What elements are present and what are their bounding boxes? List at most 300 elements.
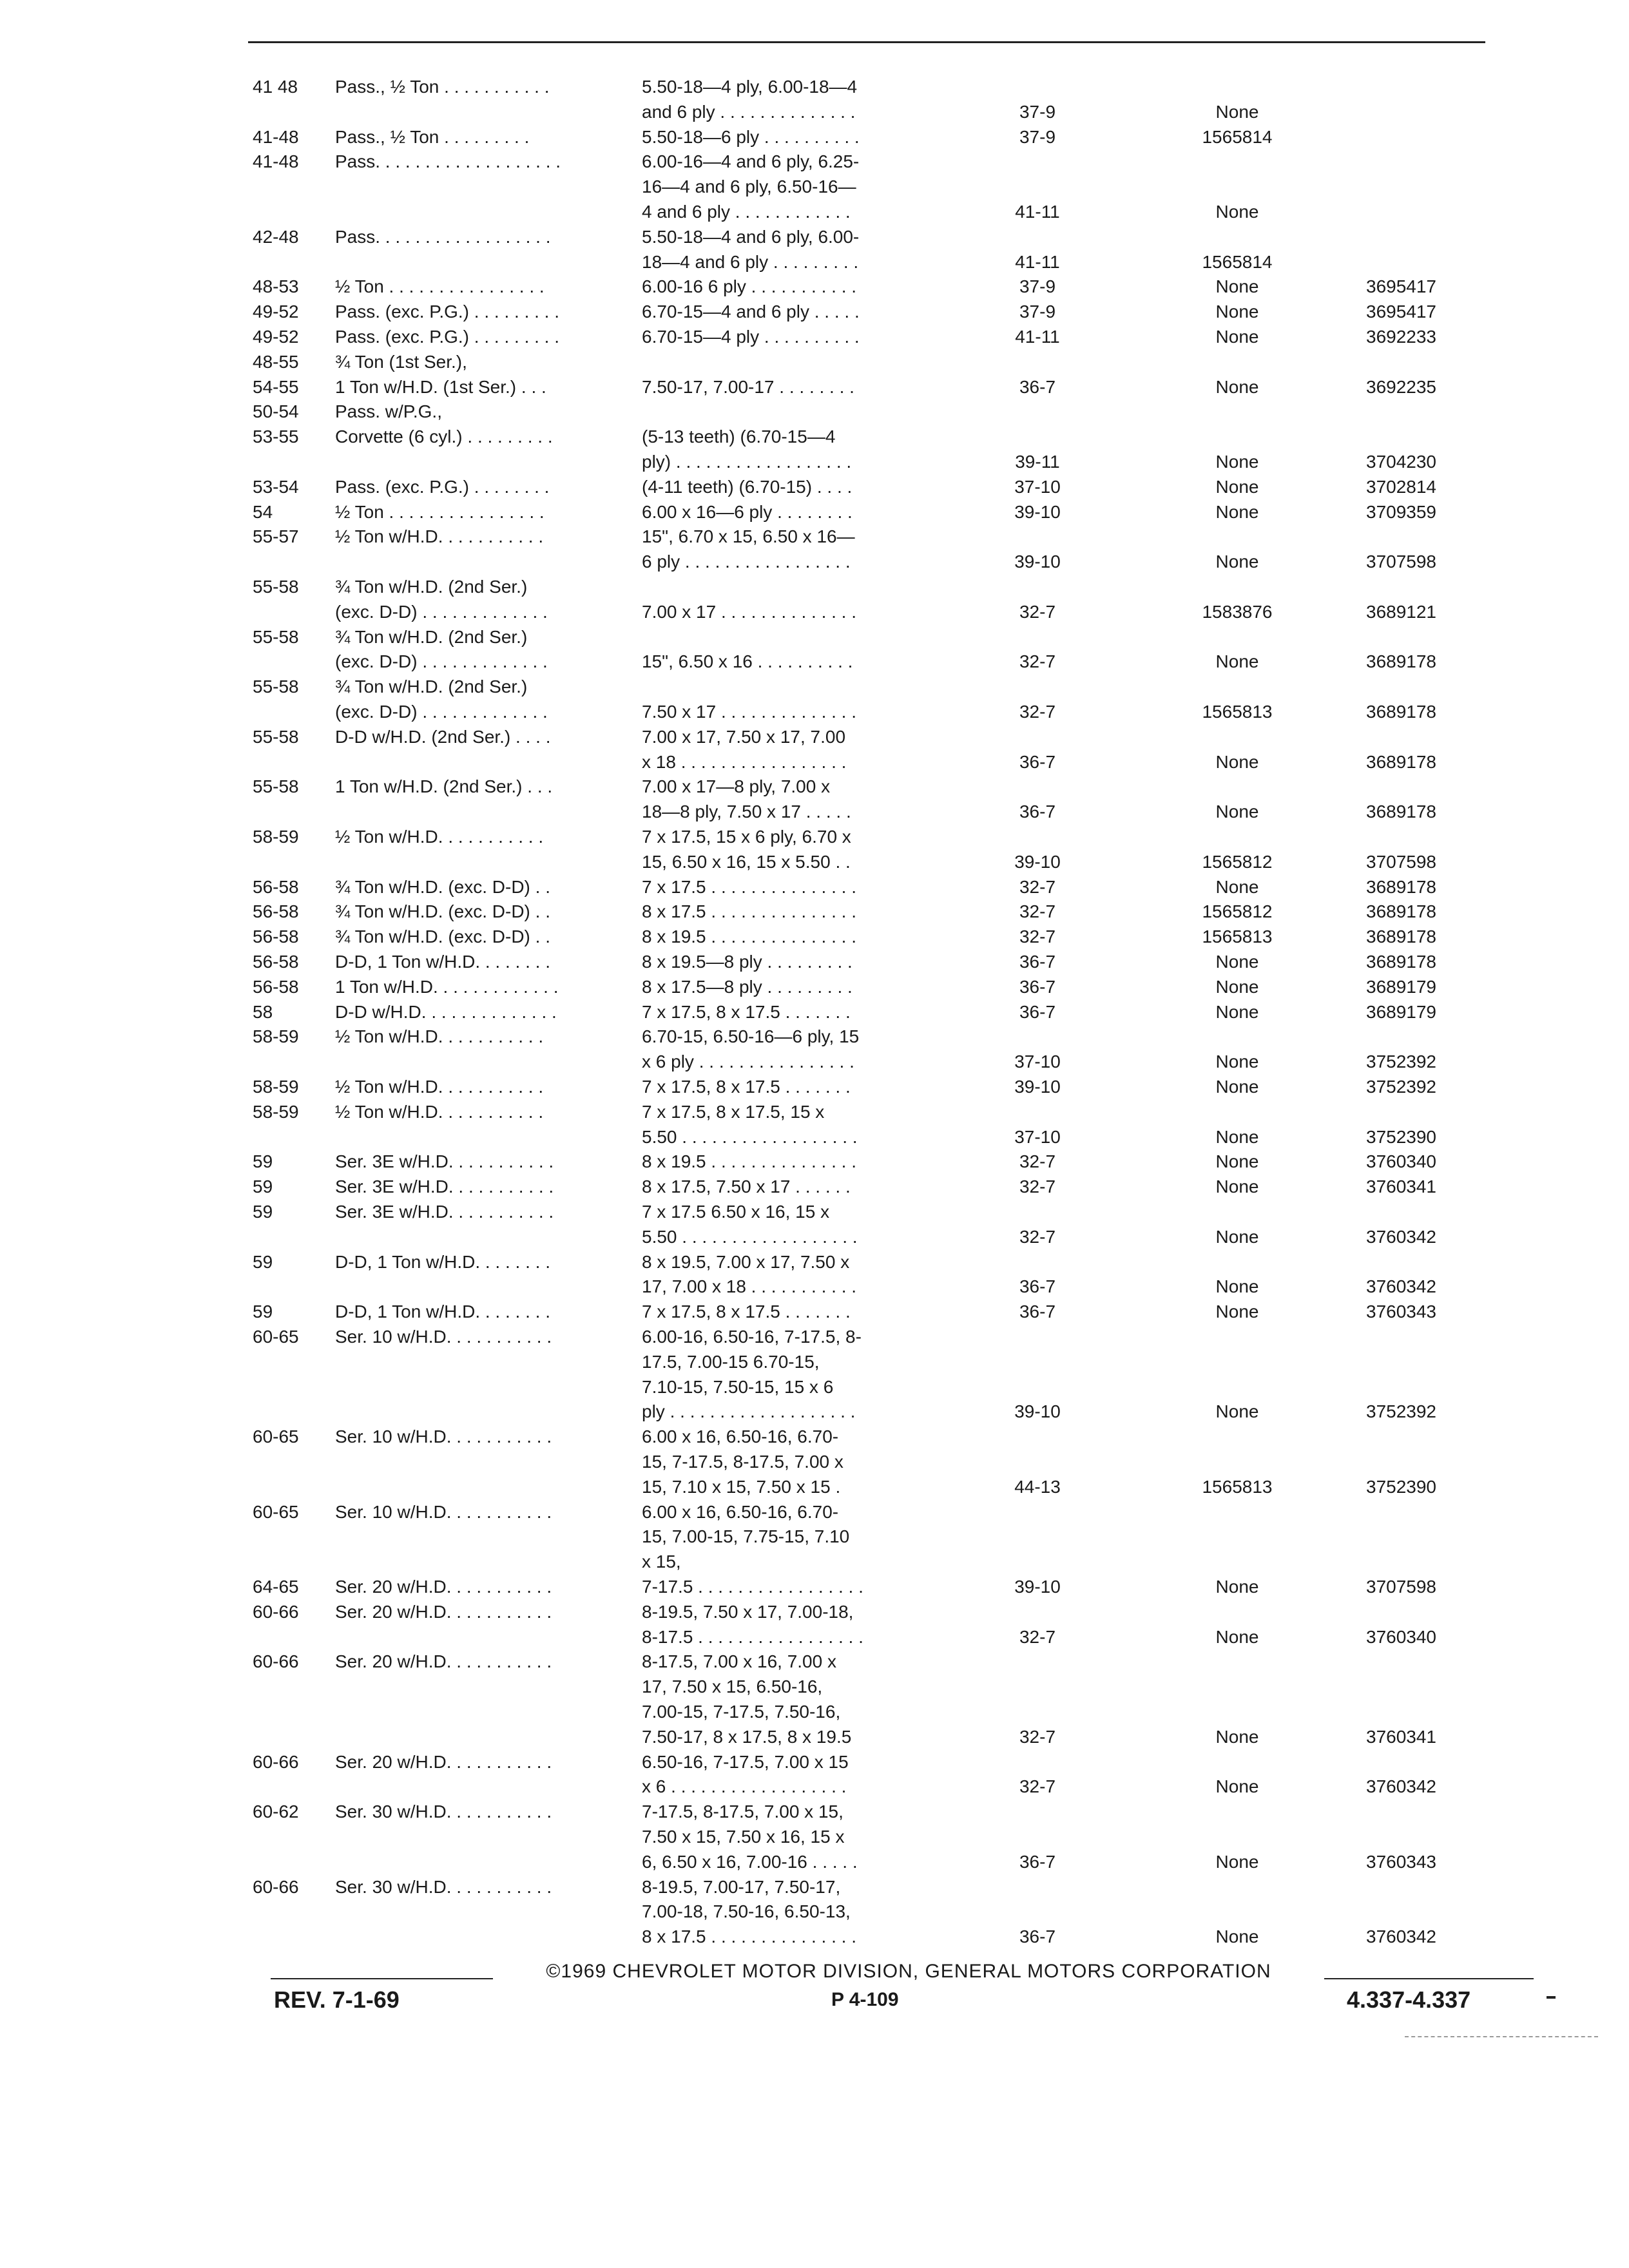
part-number-2: 3707598 bbox=[1366, 552, 1437, 572]
table-row bbox=[0, 649, 1629, 675]
tire-sizes: 7.10-15, 7.50-15, 15 x 6 bbox=[642, 1377, 834, 1397]
model-year: 49-52 bbox=[253, 302, 299, 322]
part-number-2: 3704230 bbox=[1366, 452, 1437, 472]
model-description: ¾ Ton w/H.D. (exc. D-D) . . bbox=[335, 927, 550, 947]
part-number-2: 3689178 bbox=[1366, 651, 1437, 671]
tire-sizes: 7 x 17.5, 8 x 17.5 . . . . . . . bbox=[642, 1302, 851, 1321]
model-description: ½ Ton w/H.D. . . . . . . . . . . bbox=[335, 1026, 544, 1046]
group-reference: 36-7 bbox=[1019, 977, 1056, 997]
tire-sizes: 7.50 x 15, 7.50 x 16, 15 x bbox=[642, 1827, 845, 1847]
table-row bbox=[0, 1724, 1629, 1750]
tire-sizes: 8 x 17.5, 7.50 x 17 . . . . . . bbox=[642, 1177, 851, 1196]
part-number-1: None bbox=[1215, 977, 1259, 997]
tire-sizes: 8 x 17.5 . . . . . . . . . . . . . . . bbox=[642, 901, 857, 921]
part-number-1: None bbox=[1215, 202, 1259, 222]
part-number-1: None bbox=[1215, 1077, 1259, 1097]
table-row bbox=[0, 74, 1629, 100]
table-row bbox=[0, 1324, 1629, 1350]
group-reference: 32-7 bbox=[1019, 1227, 1056, 1247]
table-row bbox=[0, 274, 1629, 300]
tire-sizes: 5.50 . . . . . . . . . . . . . . . . . . bbox=[642, 1127, 858, 1147]
part-number-2: 3760342 bbox=[1366, 1776, 1437, 1796]
part-number-1: None bbox=[1215, 477, 1259, 497]
part-number-1: None bbox=[1215, 327, 1259, 347]
table-row bbox=[0, 1499, 1629, 1525]
table-row bbox=[0, 1174, 1629, 1200]
tire-sizes: 18—8 ply, 7.50 x 17 . . . . . bbox=[642, 802, 851, 822]
part-number-2: 3692235 bbox=[1366, 377, 1437, 397]
group-reference: 37-9 bbox=[1019, 302, 1056, 322]
model-year: 53-55 bbox=[253, 427, 299, 447]
part-number-1: None bbox=[1215, 1727, 1259, 1747]
part-number-1: None bbox=[1215, 1927, 1259, 1946]
group-reference: 37-9 bbox=[1019, 276, 1056, 296]
group-reference: 37-10 bbox=[1014, 477, 1061, 497]
model-year: 50-54 bbox=[253, 401, 299, 421]
part-number-2: 3702814 bbox=[1366, 477, 1437, 497]
table-row bbox=[0, 1274, 1629, 1300]
tire-sizes: 8-17.5, 7.00 x 16, 7.00 x bbox=[642, 1651, 836, 1671]
tire-sizes: 6.00 x 16—6 ply . . . . . . . . bbox=[642, 502, 853, 522]
group-reference: 44-13 bbox=[1014, 1477, 1061, 1497]
tire-sizes: 8 x 19.5—8 ply . . . . . . . . . bbox=[642, 952, 853, 972]
table-row bbox=[0, 824, 1629, 850]
model-description: ¾ Ton w/H.D. (2nd Ser.) bbox=[335, 627, 528, 647]
tire-sizes: x 6 ply . . . . . . . . . . . . . . . . bbox=[642, 1052, 854, 1072]
part-number-1: 1565813 bbox=[1202, 702, 1273, 722]
part-number-1: None bbox=[1215, 752, 1259, 772]
tire-sizes: 5.50 . . . . . . . . . . . . . . . . . . bbox=[642, 1227, 858, 1247]
model-year: 60-66 bbox=[253, 1651, 299, 1671]
table-row bbox=[0, 1624, 1629, 1650]
model-year: 56-58 bbox=[253, 901, 299, 921]
group-reference: 39-10 bbox=[1014, 1401, 1061, 1421]
revision-date: REV. 7-1-69 bbox=[274, 1986, 400, 2013]
model-year: 56-58 bbox=[253, 952, 299, 972]
table-row bbox=[0, 199, 1629, 225]
group-reference: 36-7 bbox=[1019, 1002, 1056, 1022]
part-number-1: 1565812 bbox=[1202, 901, 1273, 921]
part-number-1: None bbox=[1215, 102, 1259, 122]
table-row bbox=[0, 1849, 1629, 1875]
tire-sizes: 7.00 x 17—8 ply, 7.00 x bbox=[642, 776, 831, 796]
model-year: 60-66 bbox=[253, 1752, 299, 1772]
group-reference: 36-7 bbox=[1019, 377, 1056, 397]
part-number-1: None bbox=[1215, 1177, 1259, 1196]
table-row bbox=[0, 1749, 1629, 1775]
part-number-1: None bbox=[1215, 452, 1259, 472]
group-reference: 37-9 bbox=[1019, 127, 1056, 147]
table-row bbox=[0, 224, 1629, 250]
table-row bbox=[0, 1799, 1629, 1825]
group-reference: 32-7 bbox=[1019, 1727, 1056, 1747]
group-reference: 39-10 bbox=[1014, 852, 1061, 872]
tire-sizes: 7 x 17.5, 15 x 6 ply, 6.70 x bbox=[642, 827, 851, 847]
part-number-2: 3689178 bbox=[1366, 702, 1437, 722]
group-reference: 39-10 bbox=[1014, 1577, 1061, 1597]
model-description: Pass. . . . . . . . . . . . . . . . . . . bbox=[335, 151, 561, 171]
part-number-2: 3707598 bbox=[1366, 1577, 1437, 1597]
model-year: 60-62 bbox=[253, 1802, 299, 1821]
part-number-1: 1565814 bbox=[1202, 252, 1273, 272]
model-description: ½ Ton . . . . . . . . . . . . . . . . bbox=[335, 276, 545, 296]
part-number-1: None bbox=[1215, 952, 1259, 972]
part-number-1: None bbox=[1215, 377, 1259, 397]
model-description: Ser. 3E w/H.D. . . . . . . . . . . bbox=[335, 1202, 554, 1222]
part-number-2: 3707598 bbox=[1366, 852, 1437, 872]
table-row bbox=[0, 499, 1629, 525]
tire-sizes: 8 x 19.5, 7.00 x 17, 7.50 x bbox=[642, 1252, 850, 1272]
part-number-1: None bbox=[1215, 1276, 1259, 1296]
part-number-1: None bbox=[1215, 1852, 1259, 1872]
table-row bbox=[0, 524, 1629, 550]
table-row bbox=[0, 574, 1629, 600]
model-description: Ser. 30 w/H.D. . . . . . . . . . . bbox=[335, 1802, 552, 1821]
model-year: 41-48 bbox=[253, 127, 299, 147]
model-description: ½ Ton w/H.D. . . . . . . . . . . bbox=[335, 526, 544, 546]
tire-sizes: x 15, bbox=[642, 1552, 681, 1571]
part-number-2: 3760343 bbox=[1366, 1302, 1437, 1321]
model-year: 56-58 bbox=[253, 877, 299, 897]
part-number-1: None bbox=[1215, 302, 1259, 322]
part-number-2: 3760340 bbox=[1366, 1627, 1437, 1647]
model-year: 59 bbox=[253, 1252, 273, 1272]
tire-sizes: 7.00-18, 7.50-16, 6.50-13, bbox=[642, 1901, 851, 1921]
model-year: 55-58 bbox=[253, 776, 299, 796]
table-row bbox=[0, 1474, 1629, 1500]
part-number-1: None bbox=[1215, 1227, 1259, 1247]
part-number-2: 3689121 bbox=[1366, 602, 1437, 622]
model-year: 56-58 bbox=[253, 927, 299, 947]
model-year: 60-65 bbox=[253, 1427, 299, 1446]
model-description: Ser. 30 w/H.D. . . . . . . . . . . bbox=[335, 1877, 552, 1897]
model-year: 55-58 bbox=[253, 677, 299, 697]
model-description: ½ Ton w/H.D. . . . . . . . . . . bbox=[335, 827, 544, 847]
table-row bbox=[0, 1924, 1629, 1950]
model-description: Ser. 20 w/H.D. . . . . . . . . . . bbox=[335, 1602, 552, 1622]
model-year: 59 bbox=[253, 1302, 273, 1321]
model-description: ¾ Ton w/H.D. (exc. D-D) . . bbox=[335, 877, 550, 897]
tire-sizes: 6.00 x 16, 6.50-16, 6.70- bbox=[642, 1427, 839, 1446]
table-row bbox=[0, 249, 1629, 275]
table-row bbox=[0, 599, 1629, 625]
model-description: 1 Ton w/H.D. (2nd Ser.) . . . bbox=[335, 776, 553, 796]
table-row bbox=[0, 1699, 1629, 1725]
model-description: D-D w/H.D. (2nd Ser.) . . . . bbox=[335, 727, 551, 747]
copyright-text: ©1969 CHEVROLET MOTOR DIVISION, GENERAL MOTORS CORPORATION bbox=[546, 1961, 1271, 1982]
part-number-2: 3752392 bbox=[1366, 1077, 1437, 1097]
model-year: 41-48 bbox=[253, 151, 299, 171]
part-number-2: 3760342 bbox=[1366, 1276, 1437, 1296]
tire-sizes: 5.50-18—6 ply . . . . . . . . . . bbox=[642, 127, 860, 147]
part-number-2: 3695417 bbox=[1366, 302, 1437, 322]
tire-sizes: and 6 ply . . . . . . . . . . . . . . bbox=[642, 102, 856, 122]
part-number-2: 3709359 bbox=[1366, 502, 1437, 522]
group-reference: 37-9 bbox=[1019, 102, 1056, 122]
table-row bbox=[0, 674, 1629, 700]
table-row bbox=[0, 374, 1629, 400]
table-row bbox=[0, 1349, 1629, 1375]
tire-sizes: 7.00 x 17 . . . . . . . . . . . . . . bbox=[642, 602, 857, 622]
tire-sizes: 15, 7-17.5, 8-17.5, 7.00 x bbox=[642, 1452, 843, 1472]
part-number-1: None bbox=[1215, 276, 1259, 296]
table-row bbox=[0, 999, 1629, 1025]
model-year: 59 bbox=[253, 1177, 273, 1196]
tire-sizes: 6.70-15, 6.50-16—6 ply, 15 bbox=[642, 1026, 860, 1046]
top-rule bbox=[248, 41, 1485, 43]
tire-sizes: 6 ply . . . . . . . . . . . . . . . . . bbox=[642, 552, 851, 572]
part-number-1: None bbox=[1215, 1577, 1259, 1597]
tire-sizes: 17, 7.00 x 18 . . . . . . . . . . . bbox=[642, 1276, 857, 1296]
table-row bbox=[0, 449, 1629, 475]
group-reference: 39-10 bbox=[1014, 502, 1061, 522]
tire-sizes: x 18 . . . . . . . . . . . . . . . . . bbox=[642, 752, 847, 772]
part-number-2: 3689178 bbox=[1366, 752, 1437, 772]
group-reference: 32-7 bbox=[1019, 1177, 1056, 1196]
group-reference: 36-7 bbox=[1019, 1852, 1056, 1872]
tire-sizes: 7 x 17.5, 8 x 17.5 . . . . . . . bbox=[642, 1077, 851, 1097]
part-number-1: None bbox=[1215, 502, 1259, 522]
tire-sizes: 7-17.5, 8-17.5, 7.00 x 15, bbox=[642, 1802, 843, 1821]
part-number-2: 3760340 bbox=[1366, 1151, 1437, 1171]
model-description: ½ Ton w/H.D. . . . . . . . . . . bbox=[335, 1077, 544, 1097]
table-row bbox=[0, 349, 1629, 375]
part-number-1: None bbox=[1215, 802, 1259, 822]
model-year: 41 48 bbox=[253, 77, 298, 97]
part-number-1: None bbox=[1215, 877, 1259, 897]
model-description: ½ Ton w/H.D. . . . . . . . . . . bbox=[335, 1102, 544, 1122]
footer-rule-right bbox=[1324, 1978, 1534, 1979]
group-reference: 36-7 bbox=[1019, 1276, 1056, 1296]
part-number-2: 3689178 bbox=[1366, 952, 1437, 972]
tire-sizes: 17.5, 7.00-15 6.70-15, bbox=[642, 1352, 820, 1372]
table-row bbox=[0, 1874, 1629, 1900]
margin-mark bbox=[1547, 1996, 1556, 1999]
tire-sizes: 7 x 17.5 . . . . . . . . . . . . . . . bbox=[642, 877, 857, 897]
model-description: (exc. D-D) . . . . . . . . . . . . . bbox=[335, 602, 548, 622]
table-row bbox=[0, 924, 1629, 950]
table-row bbox=[0, 174, 1629, 200]
group-reference: 32-7 bbox=[1019, 901, 1056, 921]
part-number-1: None bbox=[1215, 1127, 1259, 1147]
model-description: Corvette (6 cyl.) . . . . . . . . . bbox=[335, 427, 553, 447]
part-number-2: 3752390 bbox=[1366, 1127, 1437, 1147]
model-year: 56-58 bbox=[253, 977, 299, 997]
tire-sizes: 15, 7.00-15, 7.75-15, 7.10 bbox=[642, 1526, 850, 1546]
tire-sizes: 6.00-16, 6.50-16, 7-17.5, 8- bbox=[642, 1327, 862, 1347]
table-row bbox=[0, 1549, 1629, 1575]
model-description: D-D, 1 Ton w/H.D. . . . . . . . bbox=[335, 952, 551, 972]
part-number-1: None bbox=[1215, 1002, 1259, 1022]
part-number-1: None bbox=[1215, 651, 1259, 671]
table-row bbox=[0, 949, 1629, 975]
model-description: Ser. 3E w/H.D. . . . . . . . . . . bbox=[335, 1151, 554, 1171]
part-number-1: None bbox=[1215, 1302, 1259, 1321]
document-number: 4.337-4.337 bbox=[1347, 1986, 1471, 2013]
group-reference: 41-11 bbox=[1015, 252, 1060, 272]
part-number-1: 1565814 bbox=[1202, 127, 1273, 147]
table-row bbox=[0, 1824, 1629, 1850]
table-row bbox=[0, 1599, 1629, 1625]
group-reference: 36-7 bbox=[1019, 802, 1056, 822]
model-description: Pass. (exc. P.G.) . . . . . . . . . bbox=[335, 327, 560, 347]
part-number-2: 3752392 bbox=[1366, 1052, 1437, 1072]
part-number-1: 1565812 bbox=[1202, 852, 1273, 872]
table-row bbox=[0, 424, 1629, 450]
table-row bbox=[0, 724, 1629, 750]
table-row bbox=[0, 1224, 1629, 1250]
model-year: 48-55 bbox=[253, 352, 299, 372]
tire-sizes: 7.00-15, 7-17.5, 7.50-16, bbox=[642, 1702, 841, 1722]
tire-sizes: 7 x 17.5, 8 x 17.5 . . . . . . . bbox=[642, 1002, 851, 1022]
tire-sizes: 7.50 x 17 . . . . . . . . . . . . . . bbox=[642, 702, 857, 722]
table-row bbox=[0, 1149, 1629, 1175]
tire-sizes: 15", 6.50 x 16 . . . . . . . . . . bbox=[642, 651, 853, 671]
model-description: Ser. 3E w/H.D. . . . . . . . . . . bbox=[335, 1177, 554, 1196]
tire-sizes: 7 x 17.5, 8 x 17.5, 15 x bbox=[642, 1102, 825, 1122]
table-row bbox=[0, 1374, 1629, 1400]
model-year: 42-48 bbox=[253, 227, 299, 247]
table-row bbox=[0, 974, 1629, 1000]
part-number-2: 3695417 bbox=[1366, 276, 1437, 296]
group-reference: 39-11 bbox=[1015, 452, 1060, 472]
group-reference: 32-7 bbox=[1019, 602, 1056, 622]
model-description: Pass. (exc. P.G.) . . . . . . . . bbox=[335, 477, 550, 497]
tire-sizes: (5-13 teeth) (6.70-15—4 bbox=[642, 427, 836, 447]
part-number-1: None bbox=[1215, 1052, 1259, 1072]
table-row bbox=[0, 1249, 1629, 1275]
tire-sizes: 8 x 17.5 . . . . . . . . . . . . . . . bbox=[642, 1927, 857, 1946]
part-number-1: None bbox=[1215, 1401, 1259, 1421]
model-year: 60-65 bbox=[253, 1327, 299, 1347]
tire-sizes: 7 x 17.5 6.50 x 16, 15 x bbox=[642, 1202, 830, 1222]
group-reference: 32-7 bbox=[1019, 1776, 1056, 1796]
model-description: Ser. 10 w/H.D. . . . . . . . . . . bbox=[335, 1427, 552, 1446]
model-year: 49-52 bbox=[253, 327, 299, 347]
model-description: Pass., ½ Ton . . . . . . . . . bbox=[335, 127, 530, 147]
model-year: 59 bbox=[253, 1202, 273, 1222]
table-row bbox=[0, 874, 1629, 900]
model-description: Ser. 20 w/H.D. . . . . . . . . . . bbox=[335, 1752, 552, 1772]
model-description: D-D w/H.D. . . . . . . . . . . . . . bbox=[335, 1002, 557, 1022]
table-row bbox=[0, 1674, 1629, 1700]
tire-sizes: 16—4 and 6 ply, 6.50-16— bbox=[642, 177, 856, 197]
model-year: 54-55 bbox=[253, 377, 299, 397]
group-reference: 32-7 bbox=[1019, 927, 1056, 947]
tire-sizes: 5.50-18—4 and 6 ply, 6.00- bbox=[642, 227, 860, 247]
table-row bbox=[0, 774, 1629, 800]
model-description: ¾ Ton w/H.D. (2nd Ser.) bbox=[335, 677, 528, 697]
tire-sizes: 6.00-16—4 and 6 ply, 6.25- bbox=[642, 151, 860, 171]
part-number-2: 3689178 bbox=[1366, 802, 1437, 822]
table-row bbox=[0, 1649, 1629, 1675]
model-year: 55-57 bbox=[253, 526, 299, 546]
table-row bbox=[0, 1424, 1629, 1450]
part-number-1: 1565813 bbox=[1202, 927, 1273, 947]
tire-sizes: (4-11 teeth) (6.70-15) . . . . bbox=[642, 477, 853, 497]
tire-sizes: 6.50-16, 7-17.5, 7.00 x 15 bbox=[642, 1752, 849, 1772]
table-row bbox=[0, 474, 1629, 500]
model-year: 53-54 bbox=[253, 477, 299, 497]
table-row bbox=[0, 1024, 1629, 1050]
table-row bbox=[0, 99, 1629, 125]
part-number-2: 3689178 bbox=[1366, 901, 1437, 921]
group-reference: 41-11 bbox=[1015, 327, 1060, 347]
tire-sizes: 8-17.5 . . . . . . . . . . . . . . . . . bbox=[642, 1627, 863, 1647]
group-reference: 39-10 bbox=[1014, 1077, 1061, 1097]
model-year: 60-66 bbox=[253, 1602, 299, 1622]
model-year: 48-53 bbox=[253, 276, 299, 296]
model-description: Pass. (exc. P.G.) . . . . . . . . . bbox=[335, 302, 560, 322]
model-description: ¾ Ton w/H.D. (exc. D-D) . . bbox=[335, 901, 550, 921]
table-row bbox=[0, 124, 1629, 150]
group-reference: 39-10 bbox=[1014, 552, 1061, 572]
model-description: Pass. w/P.G., bbox=[335, 401, 442, 421]
part-number-2: 3689178 bbox=[1366, 877, 1437, 897]
tire-sizes: 6.70-15—4 and 6 ply . . . . . bbox=[642, 302, 860, 322]
tire-sizes: 18—4 and 6 ply . . . . . . . . . bbox=[642, 252, 859, 272]
part-number-2: 3760342 bbox=[1366, 1227, 1437, 1247]
model-description: ¾ Ton (1st Ser.), bbox=[335, 352, 467, 372]
part-number-1: None bbox=[1215, 1627, 1259, 1647]
group-reference: 36-7 bbox=[1019, 952, 1056, 972]
part-number-2: 3760342 bbox=[1366, 1927, 1437, 1946]
tire-sizes: 6.00 x 16, 6.50-16, 6.70- bbox=[642, 1502, 839, 1522]
tire-sizes: 7-17.5 . . . . . . . . . . . . . . . . . bbox=[642, 1577, 863, 1597]
model-year: 64-65 bbox=[253, 1577, 299, 1597]
tire-sizes: 8 x 19.5 . . . . . . . . . . . . . . . bbox=[642, 1151, 857, 1171]
tire-sizes: 8 x 17.5—8 ply . . . . . . . . . bbox=[642, 977, 853, 997]
table-row bbox=[0, 149, 1629, 175]
tire-sizes: ply) . . . . . . . . . . . . . . . . . . bbox=[642, 452, 852, 472]
table-row bbox=[0, 1299, 1629, 1325]
model-year: 58-59 bbox=[253, 1026, 299, 1046]
group-reference: 36-7 bbox=[1019, 1927, 1056, 1946]
model-description: D-D, 1 Ton w/H.D. . . . . . . . bbox=[335, 1302, 551, 1321]
tire-sizes: 8-19.5, 7.50 x 17, 7.00-18, bbox=[642, 1602, 854, 1622]
group-reference: 32-7 bbox=[1019, 702, 1056, 722]
group-reference: 32-7 bbox=[1019, 877, 1056, 897]
table-row bbox=[0, 1449, 1629, 1475]
group-reference: 37-10 bbox=[1014, 1127, 1061, 1147]
model-year: 60-65 bbox=[253, 1502, 299, 1522]
tire-sizes: 6.00-16 6 ply . . . . . . . . . . . bbox=[642, 276, 857, 296]
page-number: P 4-109 bbox=[831, 1989, 899, 2010]
table-row bbox=[0, 849, 1629, 875]
tire-sizes: x 6 . . . . . . . . . . . . . . . . . . bbox=[642, 1776, 847, 1796]
group-reference: 41-11 bbox=[1015, 202, 1060, 222]
model-description: Ser. 10 w/H.D. . . . . . . . . . . bbox=[335, 1502, 552, 1522]
part-number-2: 3760341 bbox=[1366, 1177, 1437, 1196]
tire-sizes: 7.50-17, 7.00-17 . . . . . . . . bbox=[642, 377, 854, 397]
table-row bbox=[0, 624, 1629, 650]
part-number-1: None bbox=[1215, 1151, 1259, 1171]
part-number-2: 3752392 bbox=[1366, 1401, 1437, 1421]
group-reference: 32-7 bbox=[1019, 651, 1056, 671]
model-year: 55-58 bbox=[253, 727, 299, 747]
model-description: Pass., ½ Ton . . . . . . . . . . . bbox=[335, 77, 550, 97]
tire-sizes: 15, 7.10 x 15, 7.50 x 15 . bbox=[642, 1477, 841, 1497]
table-row bbox=[0, 324, 1629, 350]
table-row bbox=[0, 899, 1629, 925]
part-number-2: 3760341 bbox=[1366, 1727, 1437, 1747]
model-description: (exc. D-D) . . . . . . . . . . . . . bbox=[335, 702, 548, 722]
model-description: D-D, 1 Ton w/H.D. . . . . . . . bbox=[335, 1252, 551, 1272]
tire-sizes: 5.50-18—4 ply, 6.00-18—4 bbox=[642, 77, 858, 97]
table-row bbox=[0, 1049, 1629, 1075]
model-year: 58-59 bbox=[253, 1077, 299, 1097]
model-year: 55-58 bbox=[253, 627, 299, 647]
